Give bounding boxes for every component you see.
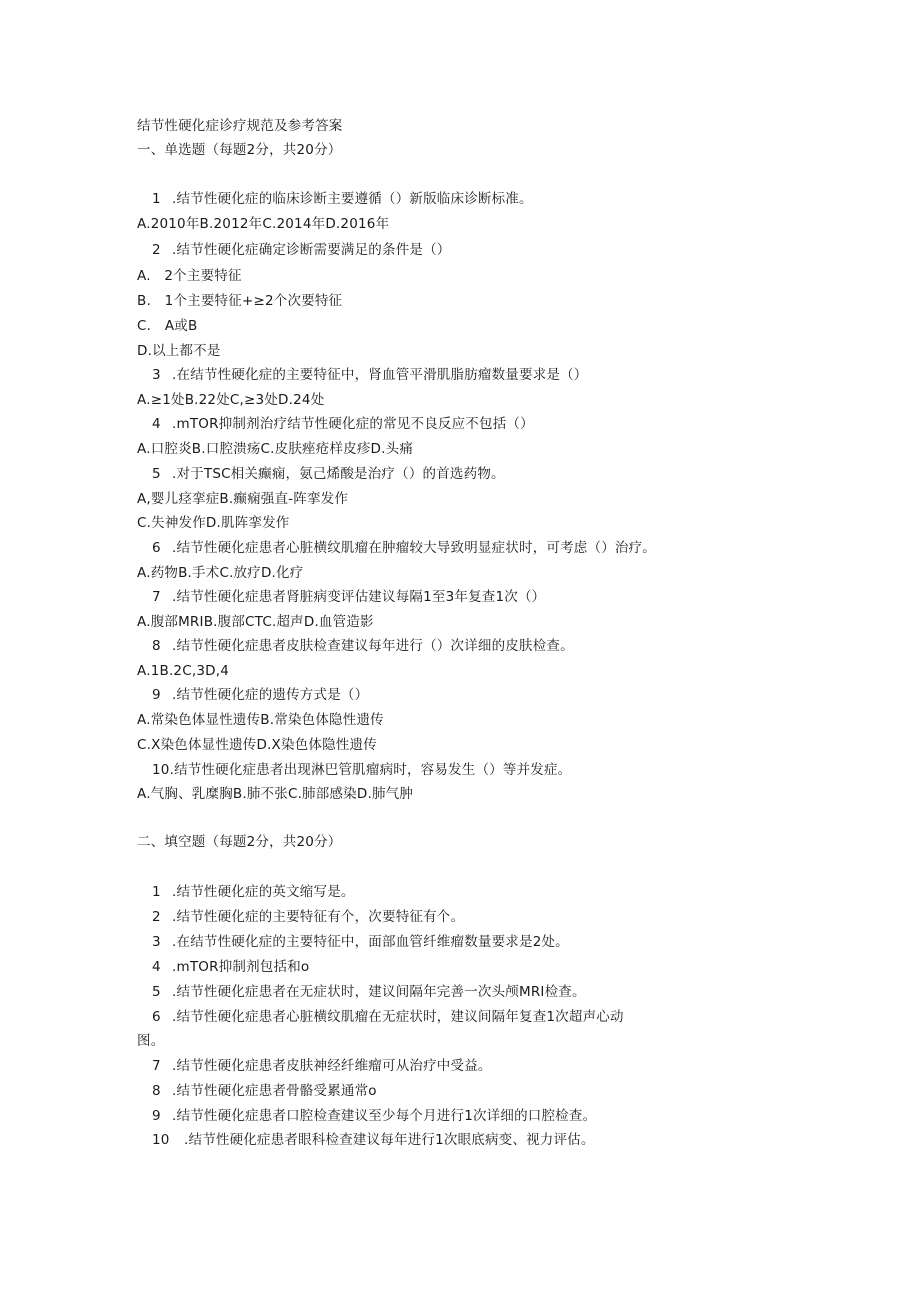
question-4: [152, 414, 534, 434]
question-number: 3: [152, 367, 161, 383]
question-5-options-line2: C.失神发作D.肌阵挛发作: [137, 515, 290, 531]
fill-blank-6-continuation: 图。: [137, 1033, 165, 1049]
question-number: 10: [152, 1132, 170, 1148]
question-9-options-line2: C.X染色体显性遗传D.X染色体隐性遗传: [137, 737, 377, 753]
question-text: .结节性硬化症的遗传方式是（）: [172, 687, 369, 703]
question-2: [152, 240, 451, 260]
question-text: .在结节性硬化症的主要特征中，面部血管纤维瘤数量要求是2处。: [172, 934, 569, 950]
question-9-options-line1: A.常染色体显性遗传B.常染色体隐性遗传: [137, 712, 384, 728]
question-number: 5: [152, 466, 161, 482]
question-10: 10.结节性硬化症患者出现淋巴管肌瘤病时，容易发生（）等并发症。: [152, 762, 572, 778]
document-title: 结节性硬化症诊疗规范及参考答案: [137, 118, 343, 134]
question-text: .结节性硬化症患者皮肤检查建议每年进行（）次详细的皮肤检查。: [172, 638, 574, 654]
question-number: 6: [152, 540, 161, 556]
question-9: [152, 685, 368, 705]
fill-blank-4: [152, 957, 309, 977]
question-text: .结节性硬化症的英文缩写是。: [172, 884, 355, 900]
question-number: 1: [152, 884, 161, 900]
question-6-options: A.药物B.手术C.放疗D.化疗: [137, 565, 304, 581]
fill-blank-3: [152, 932, 569, 952]
question-text: .结节性硬化症确定诊断需要满足的条件是（）: [172, 242, 451, 258]
question-text: .结节性硬化症患者心脏横纹肌瘤在肿瘤较大导致明显症状时，可考虑（）治疗。: [172, 540, 656, 556]
question-4-options: A.口腔炎B.口腔溃疡C.皮肤痤疮样皮疹D.头痛: [137, 441, 414, 457]
section2-heading: 二、填空题（每题2分，共20分）: [137, 834, 342, 850]
question-7: [152, 587, 545, 607]
question-number: 3: [152, 934, 161, 950]
fill-blank-10: [152, 1130, 595, 1150]
question-number: 6: [152, 1009, 161, 1025]
question-text: .结节性硬化症患者口腔检查建议至少每个月进行1次详细的口腔检查。: [172, 1108, 597, 1124]
fill-blank-6: [152, 1007, 624, 1027]
question-number: 7: [152, 1058, 161, 1074]
fill-blank-8: [152, 1081, 377, 1101]
question-number: 2: [152, 242, 161, 258]
section1-heading: 一、单选题（每题2分，共20分）: [137, 142, 342, 158]
question-number: 1: [152, 191, 161, 207]
fill-blank-9: [152, 1106, 596, 1126]
question-8-options: A.1B.2C,3D,4: [137, 663, 230, 679]
question-7-options: A.腹部MRIB.腹部CTC.超声D.血管造影: [137, 614, 374, 630]
question-text: .mTOR抑制剂治疗结节性硬化症的常见不良反应不包括（）: [172, 416, 534, 432]
question-number: 8: [152, 638, 161, 654]
fill-blank-7: [152, 1056, 492, 1076]
question-6: [152, 538, 656, 558]
question-3-options: A.≥1处B.22处C,≥3处D.24处: [137, 392, 325, 408]
question-text: .mTOR抑制剂包括和o: [172, 959, 310, 975]
question-5-options-line1: A,婴儿痉挛症B.癫痫强直-阵挛发作: [137, 491, 349, 507]
question-number: 2: [152, 909, 161, 925]
fill-blank-5: [152, 982, 586, 1002]
question-number: 5: [152, 984, 161, 1000]
question-text: .结节性硬化症患者在无症状时，建议间隔年完善一次头颅MRI检查。: [172, 984, 586, 1000]
question-3: [152, 365, 588, 385]
question-text: .结节性硬化症患者皮肤神经纤维瘤可从治疗中受益。: [172, 1058, 492, 1074]
question-2-option-d: D.以上都不是: [137, 343, 221, 359]
fill-blank-1: [152, 882, 355, 902]
question-number: 9: [152, 687, 161, 703]
question-number: 9: [152, 1108, 161, 1124]
question-2-option-b: B. 1个主要特征+≥2个次要特征: [137, 293, 343, 309]
question-number: 4: [152, 959, 161, 975]
fill-blank-2: [152, 907, 464, 927]
question-text: .结节性硬化症患者骨骼受累通常o: [172, 1083, 377, 1099]
question-number: 8: [152, 1083, 161, 1099]
question-1: [152, 189, 533, 209]
question-text: .结节性硬化症患者心脏横纹肌瘤在无症状时，建议间隔年复查1次超声心动: [172, 1009, 624, 1025]
question-10-options: A.气胸、乳糜胸B.肺不张C.肺部感染D.肺气肿: [137, 786, 414, 802]
question-number: 4: [152, 416, 161, 432]
question-1-options: A.2010年B.2012年C.2014年D.2016年: [137, 216, 390, 232]
question-text: .结节性硬化症的临床诊断主要遵循（）新版临床诊断标准。: [172, 191, 533, 207]
question-8: [152, 636, 574, 656]
question-text: .对于TSC相关癫痫，氨己烯酸是治疗（）的首选药物。: [172, 466, 505, 482]
question-number: 7: [152, 589, 161, 605]
question-2-option-a: A. 2个主要特征: [137, 268, 242, 284]
question-5: [152, 464, 505, 484]
question-text: .结节性硬化症患者肾脏病变评估建议每隔1至3年复查1次（）: [172, 589, 546, 605]
question-2-option-c: C. A或B: [137, 318, 198, 334]
question-text: .结节性硬化症患者眼科检查建议每年进行1次眼底病变、视力评估。: [184, 1132, 595, 1148]
question-text: .在结节性硬化症的主要特征中，肾血管平滑肌脂肪瘤数量要求是（）: [172, 367, 588, 383]
question-text: .结节性硬化症的主要特征有个，次要特征有个。: [172, 909, 465, 925]
